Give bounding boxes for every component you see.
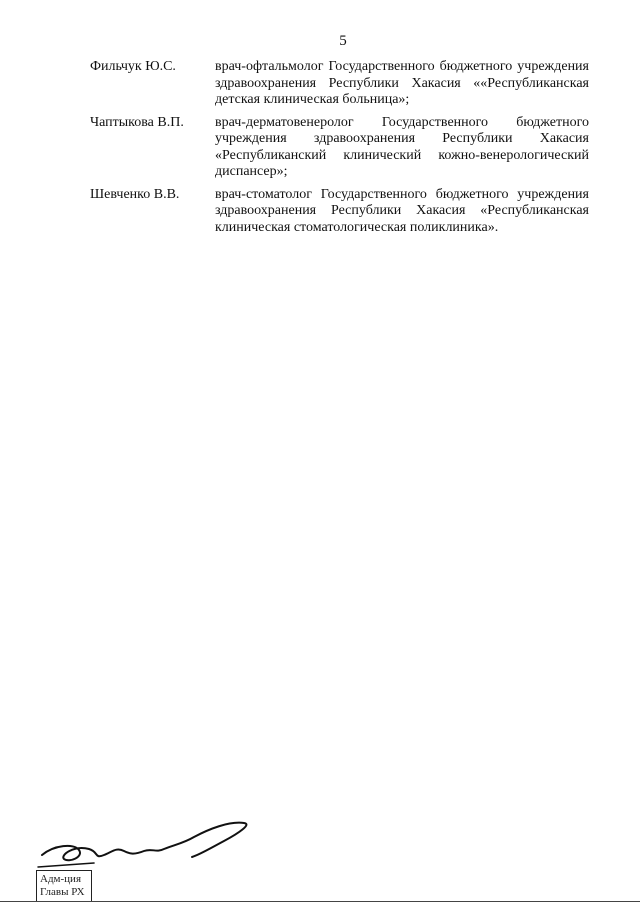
signature [34,815,254,877]
registration-stamp [36,870,92,902]
list-item [90,115,590,181]
page-edge [0,901,640,902]
member-position: врач-стоматолог Государственного бюджетного учреждения здравоохранения Республики Хакасия «Республиканская клиническая стоматологическая поликлиника». [215,186,589,235]
stamp-line-2: Главы РХ [40,886,85,898]
member-position: врач-офтальмолог Государственного бюджетного учреждения здравоохранения Республики Хакасия ««Республиканская детская клиническая больница»; [215,59,589,107]
stamp-line-1: Адм-ция [40,873,81,885]
member-position: врач-дерматовенеролог Государственного бюджетного учреждения здравоохранения Республики Хакасия «Республиканский клинический кожно-венерологический диспансер»; [215,114,589,179]
list-item [90,187,590,237]
members-list [90,59,590,242]
page-number: 5 [339,33,347,49]
member-name: Чаптыкова В.П. [90,114,184,130]
member-name: Шевченко В.В. [90,186,180,202]
member-name: Фильчук Ю.С. [90,59,176,74]
list-item [90,59,590,109]
